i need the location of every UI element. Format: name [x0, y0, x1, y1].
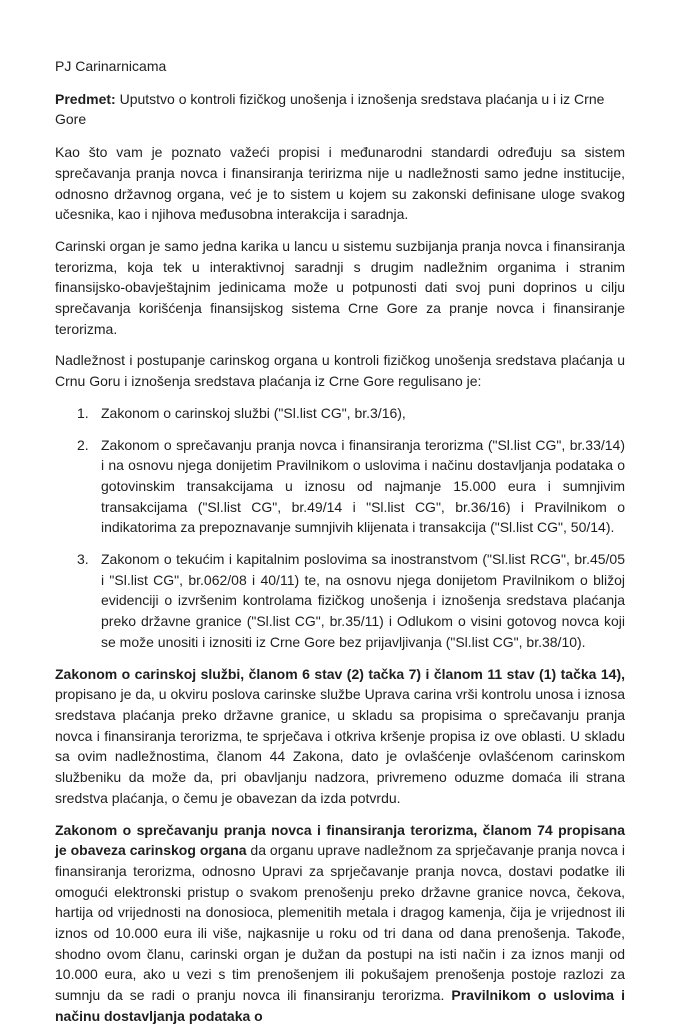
- list-item-text: Zakonom o carinskoj službi ("Sl.list CG", br.3/16),: [101, 404, 406, 421]
- paragraph-intro: Kao što vam je poznato važeći propisi i međunarodni standardi određuju sa sistem sprečavanja pranja novca i finansiranja teririzma nije u nadležnosti samo jedne institucije, odnosno državnog organa, već je to sistem u kojem su zakonski definisane uloge svakog učesnika, kao i njihova međusobna interakcija i saradnja.: [55, 144, 625, 223]
- paragraph-aml-law: [55, 820, 625, 1027]
- paragraph-regulations-intro: Nadležnost i postupanje carinskog organa u kontroli fizičkog unošenja sredstava plaćanja u Crnu Goru i iznošenja sredstava plaćanja iz Crne Gore regulisano je:: [55, 352, 625, 390]
- list-item-text: Zakonom o tekućim i kapitalnim poslovima sa inostranstvom ("Sl.list RCG", br.45/05 i "Sl.list CG", br.062/08 i 40/11) te, na osnovu njega donijetom Pravilnikom o bližoj evidenciji o izvršenim kontrolama fizičkog unošenja i iznošenja sredstava plaćanja preko državne granice ("Sl.list CG", br.35/11) i Odlukom o visini gotovog novca koji se može unositi i iznositi iz Crne Gore bez prijavljivanja ("Sl.list CG", br.38/10).: [101, 551, 625, 650]
- aml-law-regular-run: da organu uprave nadležnom za sprječavanje pranja novca i finansiranja terorizma, odnosno Upravi za sprječavanje pranja novca, dostavi podatke ili omogući elektronski pristup o svakom prenošenju preko državne granice novca, čekova, hartija od vrijednosti na donosioca, plemenitih metala i dragog kamenja, čija je vrijednost ili iznos od 10.000 eura ili više, najkasnije u roku od tri dana od dana prenošenja. Takođe, shodno ovom članu, carinski organ je dužan da postupi na isti način i za iznos manji od 10.000 eura, ako u vezi s tim prenošenjem ili pokušajem prenošenja postoje razlozi za sumnju da se radi o pranju novca ili finansiranju terorizma.: [55, 842, 625, 1004]
- list-item-text: Zakonom o sprečavanju pranja novca i finansiranja terorizma ("Sl.list CG", br.33/14) i na osnovu njega donijetim Pravilnikom o uslovima i načinu dostavljanja podataka o gotovinskim transakcijama u iznosu od najmanje 15.000 eura i sumnjivim transakcijama ("Sl.list CG", br.49/14 i "Sl.list CG", br.36/16) i Pravilnikom o indikatorima za prepoznavanje sumnjivih klijenata i transakcija ("Sl.list CG", 50/14).: [101, 436, 625, 536]
- customs-law-regular-run: propisano je da, u okviru poslova carinske službe Uprava carina vrši kontrolu unosa i iznosa sredstava plaćanja preko državne granice, u skladu sa propisima o sprečavanju pranja novca i finansiranja terorizma, te sprječava i otkriva kršenje propisa iz ove oblasti. U skladu sa ovim nadležnostima, članom 44 Zakona, dato je ovlašćenje ovlašćenom carinskom službeniku da može da, pri obavljanju nadzora, privremeno oduzme domaća ili strana sredstva plaćanja, o čemu je obavezan da izda potvrdu.: [55, 686, 625, 806]
- list-item-foreign-operations-law: [55, 549, 625, 653]
- customs-law-bold-run: Zakonom o carinskoj službi, članom 6 stav (2) tačka 7) i članom 11 stav (1) tačka 14),: [55, 665, 625, 682]
- list-item-customs-service-law: [55, 403, 625, 424]
- aml-law-bold-start-run: Zakonom o sprečavanju pranja novca i finansiranja terorizma, članom 74 propisana je obaveza carinskog organa: [55, 821, 625, 859]
- subject-text: Uputstvo o kontroli fizičkog unošenja i iznošenja sredstava plaćanja u i iz Crne Gore: [55, 90, 605, 128]
- paragraph-customs-law: [55, 664, 625, 809]
- list-item-number: 3.: [77, 551, 89, 568]
- list-item-number: 2.: [77, 436, 89, 453]
- subject-line: [55, 89, 625, 130]
- subject-label: Predmet:: [55, 90, 116, 107]
- aml-law-bold-end-run: Pravilnikom o uslovima i načinu dostavljanja podataka o: [55, 987, 625, 1024]
- document-heading: PJ Carinarnicama: [55, 58, 167, 74]
- paragraph-customs-role: Carinski organ je samo jedna karika u lancu u sistemu suzbijanja pranja novca i finansiranja terorizma, koja tek u interaktivnoj saradnji s drugim nadležnim organima i stranim finansijsko-obavještajnim jedinicama može u potpunosti dati svoj puni doprinos u cilju sprečavanja korišćenja finansijskog sistema Crne Gore za pranje novca i finansiranje terorizma.: [55, 237, 625, 337]
- list-item-aml-law: [55, 435, 625, 539]
- list-item-number: 1.: [77, 404, 89, 421]
- legal-acts-list: [55, 403, 625, 653]
